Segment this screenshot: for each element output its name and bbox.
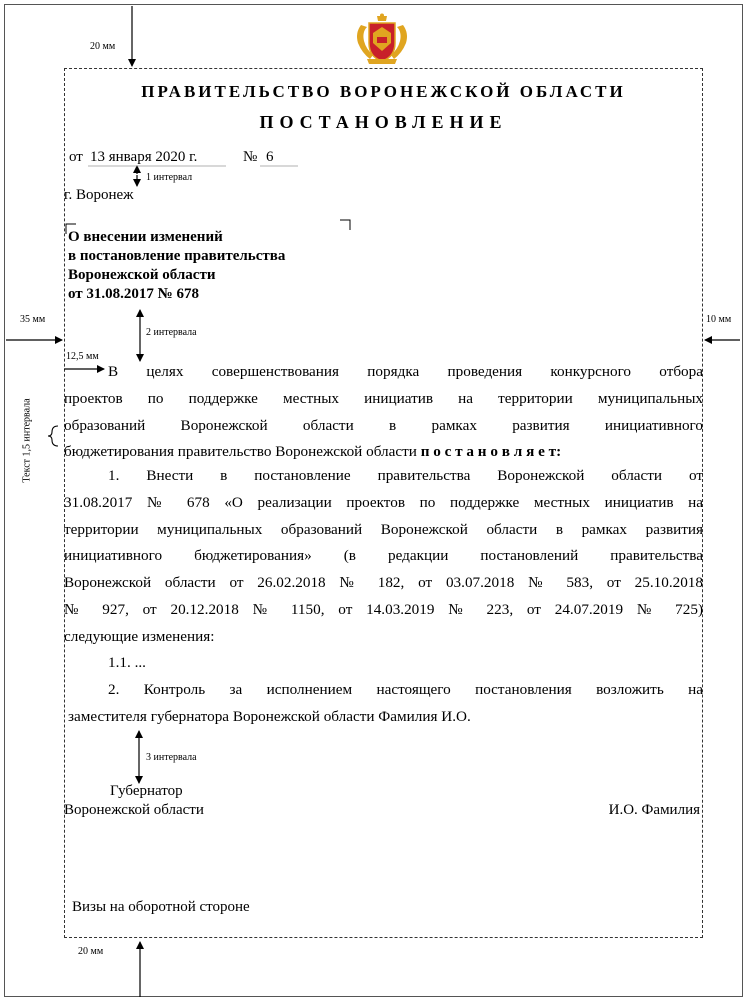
signatory-position: Губернатор	[110, 783, 183, 799]
two-interval-label: 2 интервала	[146, 327, 197, 338]
document-title	[68, 228, 285, 304]
item-1-line: территории муниципальных образований Воронежской области в рамках развития	[64, 520, 703, 538]
indent-label: 12,5 мм	[66, 351, 99, 362]
left-margin-label: 35 мм	[20, 314, 46, 325]
item-1-paragraph	[64, 463, 703, 651]
title-line: Воронежской области	[68, 267, 216, 283]
item-1-line: Воронежской области от 26.02.2018 № 182, от 03.07.2018 № 583, от 25.10.2018	[64, 574, 703, 592]
preamble-paragraph	[64, 359, 703, 466]
doc-type-header: ПОСТАНОВЛЕНИЕ	[259, 112, 508, 132]
number-label: №	[243, 149, 258, 165]
right-margin-label: 10 мм	[706, 314, 732, 325]
document-number: 6	[266, 149, 274, 165]
item-1-line: 31.08.2017 № 678 «О реализации проектов по поддержке местных инициатив на	[64, 493, 703, 511]
bottom-margin-label: 20 мм	[78, 946, 104, 957]
title-line: О внесении изменений	[68, 229, 223, 245]
preamble-line: В целях совершенствования порядка проведения конкурсного отбора	[108, 363, 703, 380]
government-header: ПРАВИТЕЛЬСТВО ВОРОНЕЖСКОЙ ОБЛАСТИ	[141, 82, 626, 101]
one-interval-label: 1 интервал	[146, 172, 193, 183]
resolves-keyword: п о с т а н о в л я е т:	[420, 443, 562, 461]
item-1-line: инициативного бюджетирования» (в редакции постановлений правительства	[64, 547, 703, 565]
visas-note: Визы на оборотной стороне	[72, 899, 250, 915]
three-interval-label: 3 интервала	[146, 752, 197, 763]
title-line: от 31.08.2017 № 678	[68, 286, 199, 302]
signatory-name: И.О. Фамилия	[608, 802, 700, 818]
preamble-text: бюджетирования правительство Воронежской области	[64, 443, 417, 461]
item-2-paragraph	[64, 677, 703, 731]
item-1-1: 1.1. ...	[108, 654, 146, 671]
preamble-line: проектов по поддержке местных инициатив на территории муниципальных	[64, 389, 703, 407]
item-2-line: 2. Контроль за исполнением настоящего постановления возложить на	[108, 681, 703, 698]
item-1-line: следующие изменения:	[64, 627, 215, 645]
signatory-region: Воронежской области	[64, 802, 204, 818]
preamble-line: образований Воронежской области в рамках развития инициативного	[64, 416, 703, 434]
item-1-line: № 927, от 20.12.2018 № 1150, от 14.03.2019 № 223, от 24.07.2019 № 725)	[64, 600, 703, 618]
city: г. Воронеж	[64, 187, 134, 203]
text-interval-label: Текст 1,5 интервала	[21, 398, 33, 483]
title-line: в постановление правительства	[68, 248, 286, 264]
document-date: 13 января 2020 г.	[90, 149, 198, 165]
date-prefix: от	[69, 149, 83, 165]
item-1-line: 1. Внести в постановление правительства Воронежской области от	[108, 467, 703, 484]
top-margin-label: 20 мм	[90, 41, 116, 52]
item-2-line: заместителя губернатора Воронежской области Фамилия И.О.	[68, 707, 471, 725]
